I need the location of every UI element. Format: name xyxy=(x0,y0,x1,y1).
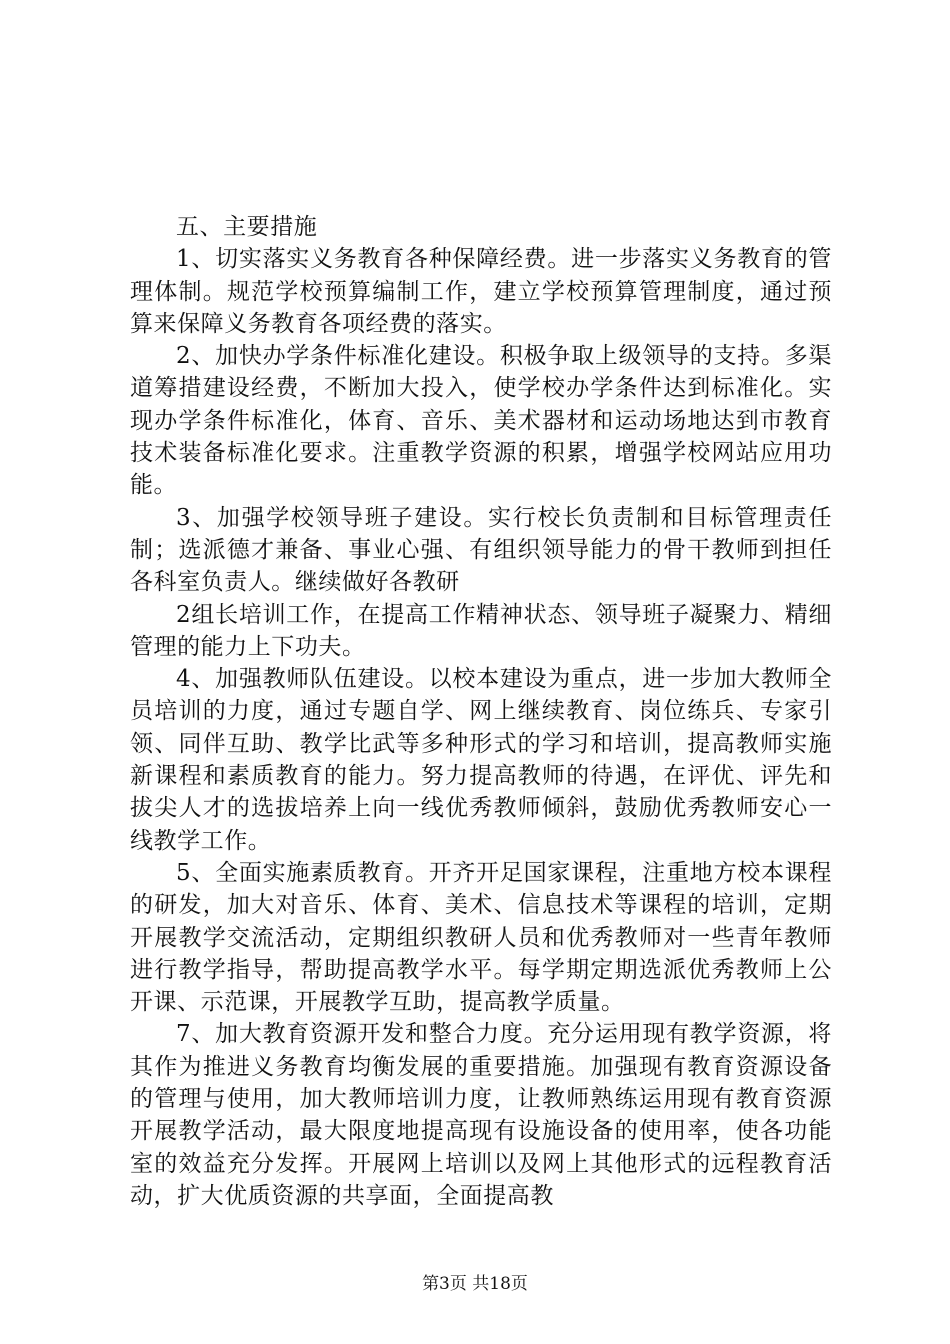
paragraph-5: 5、全面实施素质教育。开齐开足国家课程，注重地方校本课程的研发，加大对音乐、体育、美术、信息技术等课程的培训，定期开展教学交流活动，定期组织教研人员和优秀教师对一些青年教师进行教学指导，帮助提高教学水平。每学期定期选派优秀教师上公开课、示范课，开展教学互助，提高教学质量。 xyxy=(130,859,832,1016)
page-footer: 第3页 共18页 xyxy=(422,1274,528,1294)
paragraph-3: 3、加强学校领导班子建设。实行校长负责制和目标管理责任制；选派德才兼备、事业心强、有组织领导能力的骨干教师到担任各科室负责人。继续做好各教研 xyxy=(130,504,832,596)
paragraph-2: 2、加快办学条件标准化建设。积极争取上级领导的支持。多渠道筹措建设经费，不断加大投入，使学校办学条件达到标准化。实现办学条件标准化，体育、音乐、美术器材和运动场地达到市教育技术装备标准化要求。注重教学资源的积累，增强学校网站应用功能。 xyxy=(130,343,832,499)
paragraph-3-continued: 2组长培训工作，在提高工作精神状态、领导班子凝聚力、精细管理的能力上下功夫。 xyxy=(130,601,832,660)
paragraph-1: 1、切实落实义务教育各种保障经费。进一步落实义务教育的管理体制。规范学校预算编制工作，建立学校预算管理制度，通过预算来保障义务教育各项经费的落实。 xyxy=(130,246,832,337)
paragraph-4: 4、加强教师队伍建设。以校本建设为重点，进一步加大教师全员培训的力度，通过专题自学、网上继续教育、岗位练兵、专家引领、同伴互助、教学比武等多种形式的学习和培训，提高教师实施新课程和素质教育的能力。努力提高教师的待遇，在评优、评先和拔尖人才的选拔培养上向一线优秀教师倾斜，鼓励优秀教师安心一线教学工作。 xyxy=(130,666,832,854)
section-heading: 五、主要措施 xyxy=(176,214,318,240)
document-body xyxy=(130,211,832,1212)
paragraph-7: 7、加大教育资源开发和整合力度。充分运用现有教学资源，将其作为推进义务教育均衡发展的重要措施。加强现有教育资源设备的管理与使用，加大教师培训力度，让教师熟练运用现有教育资源开展教学活动，最大限度地提高现有设施设备的使用率，使各功能室的效益充分发挥。开展网上培训以及网上其他形式的远程教育活动，扩大优质资源的共享面，全面提高教 xyxy=(130,1021,832,1209)
